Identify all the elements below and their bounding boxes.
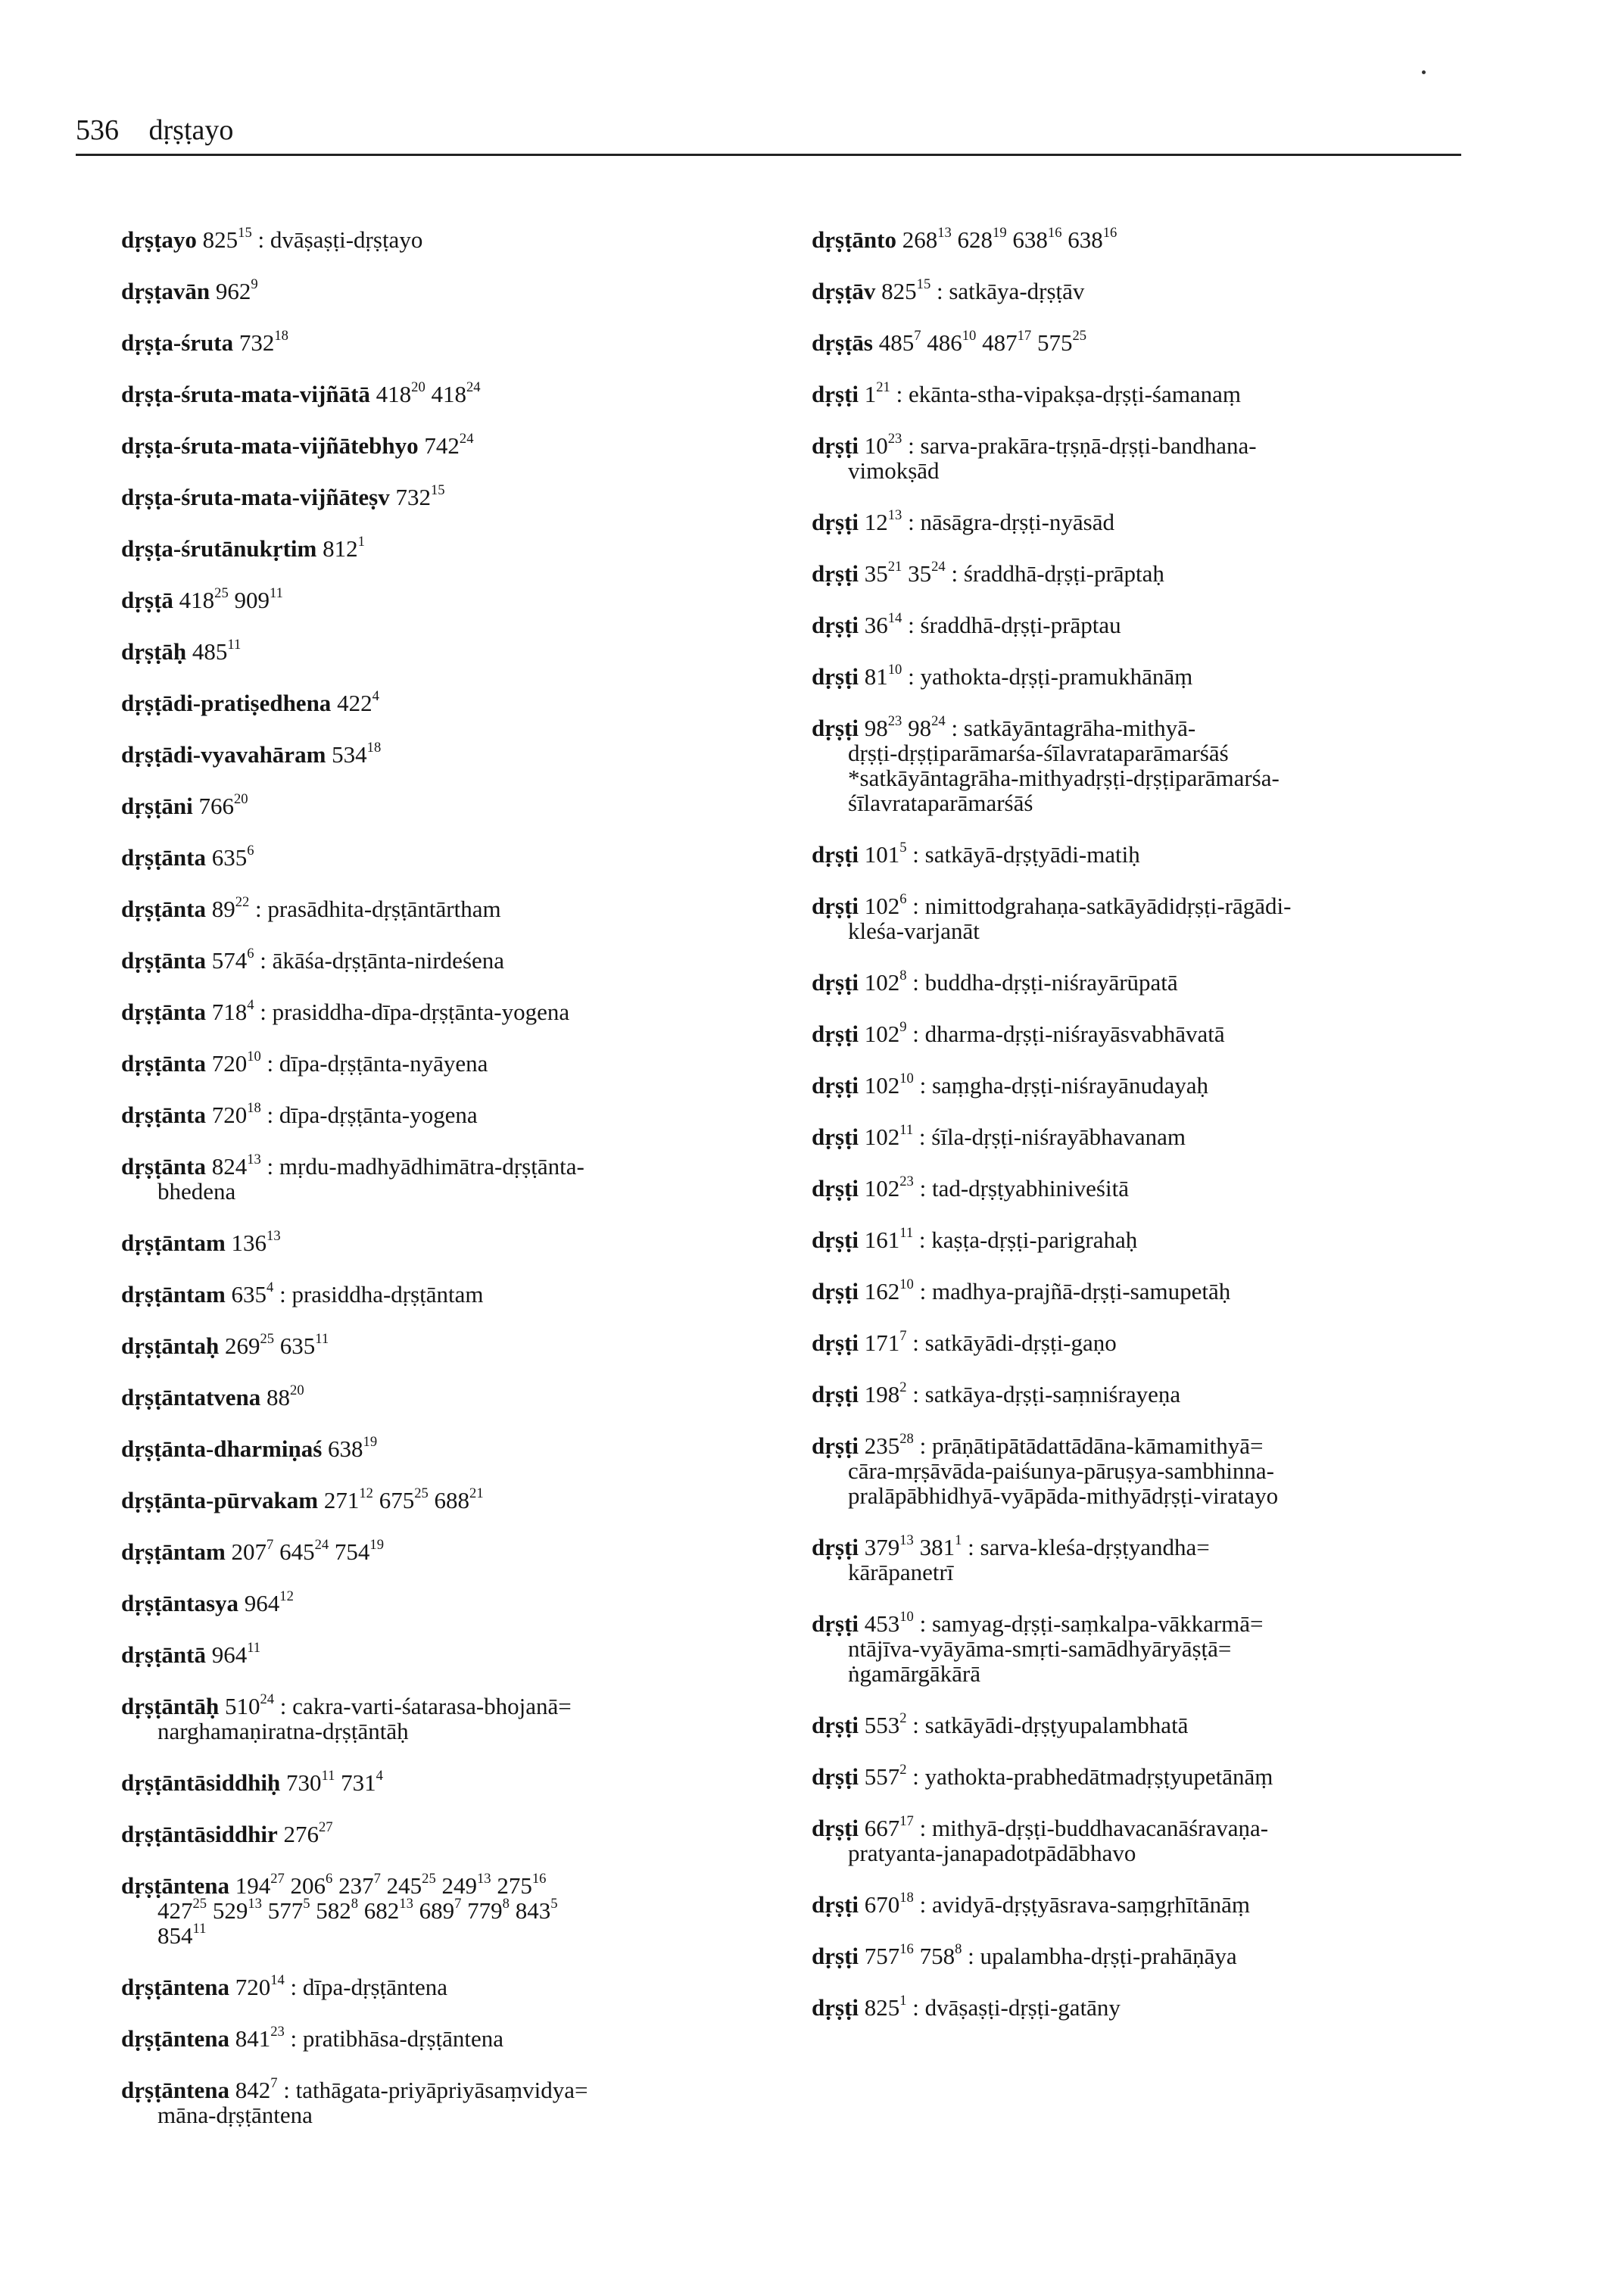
index-entry xyxy=(121,690,803,742)
index-entry: dṛṣṭi $102^{23}$ : tad-dṛṣṭyabhiniveśitā xyxy=(812,1173,1129,1202)
entry-gloss: yathokta-dṛṣṭi-pramukhānāṃ xyxy=(920,663,1193,690)
entry-gloss: saṃgha-dṛṣṭi-niśrayānudayaḥ xyxy=(931,1072,1208,1099)
entry-references: $757^{16}$ $758^8$ xyxy=(864,1941,962,1969)
header-rule xyxy=(76,154,1461,156)
entry-references: $824^{13}$ xyxy=(211,1152,261,1180)
index-entry: dṛṣṭi $36^{14}$ : śraddhā-dṛṣṭi-prāptau xyxy=(812,610,1121,638)
entry-gloss: prasādhita-dṛṣṭāntārtham xyxy=(267,896,501,922)
index-entry: dṛṣṭi $198^2$ : satkāya-dṛṣṭi-saṃniśrayeṇa xyxy=(812,1379,1181,1407)
entry-references: $732^{15}$ xyxy=(395,482,445,510)
entry-headword: dṛṣṭāntāsiddhir xyxy=(121,1821,278,1847)
entry-headword: dṛṣṭi xyxy=(812,1021,859,1047)
entry-headword: dṛṣṭāntāsiddhiḥ xyxy=(121,1769,281,1796)
index-entry xyxy=(121,1770,803,1822)
entry-references: $553^2$ xyxy=(864,1710,907,1738)
index-entry xyxy=(121,585,803,639)
entry-headword: dṛṣṭānta-dharmiṇaś xyxy=(121,1435,323,1462)
entry-headword: dṛṣṭi xyxy=(812,1994,859,2021)
index-entry xyxy=(121,433,803,485)
index-entry xyxy=(121,1382,803,1436)
index-entry xyxy=(121,1819,803,1873)
entry-references: $964^{12}$ xyxy=(244,1588,294,1616)
entry-headword: dṛṣṭi xyxy=(812,1943,859,1969)
index-entry xyxy=(121,1539,803,1591)
entry-references: $102^{11}$ xyxy=(864,1122,914,1150)
entry-continuation: ṅgamārgākārā xyxy=(848,1660,980,1687)
entry-references: $720^{10}$ xyxy=(211,1049,261,1077)
entry-continuation: $427^{25}$ $529^{13}$ $577^5$ $582^8$ $682^{13}$ $689^7$ $779^8$ $843^5$ xyxy=(157,1896,558,1924)
entry-gloss: dharma-dṛṣṭi-niśrayāsvabhāvatā xyxy=(924,1021,1225,1047)
index-entry xyxy=(121,742,803,793)
entry-references: $136^{13}$ xyxy=(231,1228,281,1256)
entry-headword: dṛṣṭānta xyxy=(121,1050,206,1077)
left-column xyxy=(121,227,803,2154)
entry-references: $635^4$ xyxy=(231,1279,274,1308)
running-head: dṛṣṭayo xyxy=(148,114,234,146)
entry-references: $962^9$ xyxy=(215,276,258,304)
entry-references: $102^6$ xyxy=(864,891,907,919)
entry-headword: dṛṣṭāntena xyxy=(121,2025,229,2052)
index-entry: dṛṣṭi $670^{18}$ : avidyā-dṛṣṭyāsrava-saṃgṛhītānāṃ xyxy=(812,1890,1251,1918)
entry-continuation: cāra-mṛṣāvāda-paiśunya-pāruṣya-sambhinna- xyxy=(848,1457,1274,1484)
entry-headword: dṛṣṭānta xyxy=(121,844,206,871)
entry-headword: dṛṣṭānta xyxy=(121,896,206,922)
index-entry: dṛṣṭi $453^{10}$ : samyag-dṛṣṭi-saṃkalpa-vākkarmā= ntājīva-vyāyāma-smṛti-samādhyāryāṣṭā= ṅgamārgākārā xyxy=(812,1611,1478,1713)
index-entry: dṛṣṭi $825^1$ : dvāṣaṣṭi-dṛṣṭi-gatāny xyxy=(812,1993,1121,2021)
index-entry xyxy=(121,1588,803,1642)
entry-gloss: nimittodgrahaṇa-satkāyādidṛṣṭi-rāgādi- xyxy=(924,893,1292,919)
entry-headword: dṛṣṭi xyxy=(812,560,859,587)
entry-headword: dṛṣṭi xyxy=(812,841,859,868)
index-entry: dṛṣṭi $81^{10}$ : yathokta-dṛṣṭi-pramukhānāṃ xyxy=(812,662,1193,690)
entry-references: $534^{18}$ xyxy=(332,740,382,768)
entry-gloss: prāṇātipātādattādāna-kāmamithyā= xyxy=(931,1432,1264,1459)
entry-gloss: ākāśa-dṛṣṭānta-nirdeśena xyxy=(272,947,505,974)
entry-references: $964^{11}$ xyxy=(211,1640,261,1668)
entry-continuation: māna-dṛṣṭāntena xyxy=(157,2102,313,2128)
index-entry: dṛṣṭi $553^2$ : satkāyādi-dṛṣṭyupalambhatā xyxy=(812,1710,1189,1738)
entry-references: $268^{13}$ $628^{19}$ $638^{16}$ $638^{16}$ xyxy=(902,225,1117,253)
entry-headword: dṛṣṭi xyxy=(812,1329,859,1356)
entry-references: $485^{11}$ xyxy=(192,637,242,665)
entry-headword: dṛṣṭānto xyxy=(812,226,896,253)
entry-references: $730^{11}$ $731^4$ xyxy=(285,1768,383,1796)
index-entry xyxy=(812,227,1478,279)
entry-headword: dṛṣṭa-śruta-mata-vijñāteṣv xyxy=(121,484,390,510)
entry-headword: dṛṣṭa-śruta-mata-vijñātā xyxy=(121,381,370,407)
entry-references: $453^{10}$ xyxy=(864,1609,914,1637)
entry-headword: dṛṣṭi xyxy=(812,381,859,407)
index-entry xyxy=(121,1485,803,1539)
entry-headword: dṛṣṭāntaḥ xyxy=(121,1332,220,1359)
entry-continuation: *satkāyāntagrāha-mithyadṛṣṭi-dṛṣṭiparāmarśa- xyxy=(848,765,1280,791)
index-entry: dṛṣṭi $10^{23}$ : sarva-prakāra-tṛṣṇā-dṛṣṭi-bandhana- vimokṣād xyxy=(812,433,1478,510)
index-entry xyxy=(121,1436,803,1488)
entry-gloss: dīpa-dṛṣṭānta-nyāyena xyxy=(279,1050,488,1077)
entry-headword: dṛṣṭās xyxy=(812,329,873,356)
index-entry: dṛṣṭi $162^{10}$ : madhya-prajñā-dṛṣṭi-samupetāḥ xyxy=(812,1276,1231,1304)
entry-gloss: avidyā-dṛṣṭyāsrava-saṃgṛhītānāṃ xyxy=(931,1891,1251,1918)
entry-references: $379^{13}$ $381^1$ xyxy=(864,1532,962,1560)
entry-references: $841^{23}$ xyxy=(235,2024,285,2052)
entry-headword: dṛṣṭi xyxy=(812,509,859,535)
entry-references: $825^{15}$ xyxy=(881,276,931,304)
index-entry xyxy=(121,639,803,690)
entry-references: $198^2$ xyxy=(864,1379,907,1407)
index-entry: dṛṣṭi $1^{21}$ : ekānta-stha-vipakṣa-dṛṣṭi-śamanaṃ xyxy=(812,379,1241,407)
entry-references: $81^{10}$ xyxy=(864,662,902,690)
entry-references: $89^{22}$ xyxy=(211,894,250,922)
entry-references: $825^1$ xyxy=(864,1993,907,2021)
entry-headword: dṛṣṭānta xyxy=(121,1102,206,1128)
index-entry: dṛṣṭi $98^{23}$ $98^{24}$ : satkāyāntagrāha-mithyā- dṛṣṭi-dṛṣṭiparāmarśa-śīlavrataparāmarśāś *satkāyāntagrāha-mithyadṛṣṭi-dṛṣṭiparāmarśa- śīlavrataparāmarśāś xyxy=(812,715,1478,842)
entry-headword: dṛṣṭi xyxy=(812,1278,859,1304)
entry-references: $842^7$ xyxy=(235,2075,278,2103)
entry-gloss: dīpa-dṛṣṭāntena xyxy=(302,1974,448,2000)
entry-headword: dṛṣṭāntam xyxy=(121,1230,226,1256)
entry-headword: dṛṣṭi xyxy=(812,1226,859,1253)
index-entry: dṛṣṭi $102^6$ : nimittodgrahaṇa-satkāyādidṛṣṭi-rāgādi- kleśa-varjanāt xyxy=(812,893,1478,970)
entry-gloss: cakra-varti-śatarasa-bhojanā= xyxy=(292,1693,572,1719)
entry-references: $718^4$ xyxy=(211,997,254,1025)
entry-references: $194^{27}$ $206^6$ $237^7$ $245^{25}$ $249^{13}$ $275^{16}$ xyxy=(235,1871,547,1899)
entry-headword: dṛṣṭi xyxy=(812,432,859,459)
entry-headword: dṛṣṭi xyxy=(812,1072,859,1099)
right-column xyxy=(812,227,1478,2046)
entry-headword: dṛṣṭā xyxy=(121,587,173,613)
entry-references: $485^7$ $486^{10}$ $487^{17}$ $575^{25}$ xyxy=(878,328,1087,356)
entry-references: $510^{24}$ xyxy=(224,1691,275,1719)
entry-headword: dṛṣṭi xyxy=(812,893,859,919)
entry-references: $102^{23}$ xyxy=(864,1173,914,1202)
page-number: 536 xyxy=(76,114,119,146)
entry-continuation: kārāpanetrī xyxy=(848,1559,954,1585)
entry-references: $766^{20}$ xyxy=(198,791,248,819)
index-entry: dṛṣṭi $101^5$ : satkāyā-dṛṣṭyādi-matiḥ xyxy=(812,840,1140,868)
index-entry: dṛṣṭi $12^{13}$ : nāsāgra-dṛṣṭi-nyāsād xyxy=(812,507,1114,535)
entry-headword: dṛṣṭi xyxy=(812,1610,859,1637)
entry-references: $161^{11}$ xyxy=(864,1225,914,1253)
entry-continuation: dṛṣṭi-dṛṣṭiparāmarśa-śīlavrataparāmarśāś xyxy=(848,740,1229,766)
entry-references: $235^{28}$ xyxy=(864,1431,914,1459)
entry-references: $742^{24}$ xyxy=(424,431,474,459)
index-entry: dṛṣṭi $102^{11}$ : śīla-dṛṣṭi-niśrayābhavanam xyxy=(812,1122,1186,1150)
entry-headword: dṛṣṭi xyxy=(812,1432,859,1459)
entry-headword: dṛṣṭi xyxy=(812,969,859,996)
entry-headword: dṛṣṭādi-pratiṣedhena xyxy=(121,690,332,716)
entry-references: $418^{25}$ $909^{11}$ xyxy=(179,585,283,613)
entry-references: $101^5$ xyxy=(864,840,907,868)
entry-references: $720^{18}$ xyxy=(211,1100,261,1128)
entry-gloss: pratibhāsa-dṛṣṭāntena xyxy=(302,2025,504,2052)
entry-headword: dṛṣṭānta xyxy=(121,1153,206,1180)
entry-gloss: dvāṣaṣṭi-dṛṣṭayo xyxy=(270,226,423,253)
entry-gloss: samyag-dṛṣṭi-saṃkalpa-vākkarmā= xyxy=(931,1610,1264,1637)
index-entry: dṛṣṭi $379^{13}$ $381^1$ : sarva-kleśa-dṛṣṭyandha= kārāpanetrī xyxy=(812,1535,1478,1611)
entry-continuation: bhedena xyxy=(157,1178,236,1205)
entry-references: $102^9$ xyxy=(864,1019,907,1047)
entry-gloss: buddha-dṛṣṭi-niśrayārūpatā xyxy=(924,969,1178,996)
entry-continuation: pralāpābhidhyā-vyāpāda-mithyādṛṣṭi-viratayo xyxy=(848,1482,1279,1509)
entry-references: $102^8$ xyxy=(864,968,907,996)
entry-headword: dṛṣṭi xyxy=(812,1124,859,1150)
entry-headword: dṛṣṭa-śrutānukṛtim xyxy=(121,535,317,562)
entry-headword: dṛṣṭi xyxy=(812,1815,859,1841)
entry-gloss: dvāṣaṣṭi-dṛṣṭi-gatāny xyxy=(924,1994,1121,2021)
entry-references: $667^{17}$ xyxy=(864,1813,914,1841)
index-entry xyxy=(121,1642,803,1694)
index-entry: dṛṣṭi $161^{11}$ : kaṣṭa-dṛṣṭi-parigrahaḥ xyxy=(812,1225,1138,1253)
entry-headword: dṛṣṭāntam xyxy=(121,1538,226,1565)
entry-gloss: satkāyā-dṛṣṭyādi-matiḥ xyxy=(924,841,1140,868)
entry-references: $1^{21}$ xyxy=(864,379,890,407)
index-entry: dṛṣṭi $102^8$ : buddha-dṛṣṭi-niśrayārūpatā xyxy=(812,968,1178,996)
entry-references: $88^{20}$ xyxy=(267,1382,304,1410)
entry-headword: dṛṣṭāni xyxy=(121,793,193,819)
entry-continuation: $854^{11}$ xyxy=(157,1921,207,1949)
entry-headword: dṛṣṭi xyxy=(812,663,859,690)
index-entry xyxy=(121,276,803,330)
index-entry xyxy=(812,330,1478,382)
entry-headword: dṛṣṭāntena xyxy=(121,2077,229,2103)
entry-gloss: yathokta-prabhedātmadṛṣṭyupetānāṃ xyxy=(924,1763,1273,1790)
entry-headword: dṛṣṭāntāḥ xyxy=(121,1693,220,1719)
index-entry: dṛṣṭānta $574^6$ : ākāśa-dṛṣṭānta-nirdeśena xyxy=(121,946,505,974)
index-entry xyxy=(121,330,803,382)
entry-continuation: kleśa-varjanāt xyxy=(848,918,980,944)
entry-gloss: upalambha-dṛṣṭi-prahāṇāya xyxy=(980,1943,1237,1969)
index-entry: dṛṣṭānta $720^{18}$ : dīpa-dṛṣṭānta-yogena xyxy=(121,1100,478,1128)
index-entry: dṛṣṭāntāḥ $510^{24}$ : cakra-varti-śatarasa-bhojanā= narghamaṇiratna-dṛṣṭāntāḥ xyxy=(121,1694,803,1770)
entry-headword: dṛṣṭavān xyxy=(121,278,210,304)
entry-continuation: vimokṣād xyxy=(848,457,940,484)
index-entry xyxy=(121,482,803,536)
index-entry: dṛṣṭāv $825^{15}$ : satkāya-dṛṣṭāv xyxy=(812,276,1085,304)
entry-references: $574^6$ xyxy=(211,946,254,974)
entry-headword: dṛṣṭāv xyxy=(812,278,876,304)
index-entry: dṛṣṭi $557^2$ : yathokta-prabhedātmadṛṣṭyupetānāṃ xyxy=(812,1762,1273,1790)
entry-gloss: madhya-prajñā-dṛṣṭi-samupetāḥ xyxy=(931,1278,1231,1304)
index-entry xyxy=(121,793,803,845)
entry-gloss: satkāyādi-dṛṣṭyupalambhatā xyxy=(924,1712,1189,1738)
index-entry: dṛṣṭānta $720^{10}$ : dīpa-dṛṣṭānta-nyāyena xyxy=(121,1049,488,1077)
entry-headword: dṛṣṭi xyxy=(812,1763,859,1790)
entry-headword: dṛṣṭi xyxy=(812,1381,859,1407)
index-entry: dṛṣṭayo $825^{15}$ : dvāṣaṣṭi-dṛṣṭayo xyxy=(121,225,423,253)
entry-references: $102^{10}$ xyxy=(864,1071,914,1099)
index-entry: dṛṣṭāntena $841^{23}$ : pratibhāsa-dṛṣṭāntena xyxy=(121,2024,504,2052)
entry-gloss: satkāyāntagrāha-mithyā- xyxy=(963,715,1196,741)
entry-references: $638^{19}$ xyxy=(328,1434,378,1462)
index-entry: dṛṣṭāntena $842^7$ : tathāgata-priyāpriyāsaṃvidya= māna-dṛṣṭāntena xyxy=(121,2077,803,2154)
entry-gloss: satkāya-dṛṣṭāv xyxy=(949,278,1085,304)
entry-headword: dṛṣṭāntasya xyxy=(121,1590,239,1616)
entry-headword: dṛṣṭānta xyxy=(121,999,206,1025)
index-entry: dṛṣṭānta $824^{13}$ : mṛdu-madhyādhimātra-dṛṣṭānta- bhedena xyxy=(121,1154,803,1230)
entry-headword: dṛṣṭi xyxy=(812,715,859,741)
index-entry xyxy=(121,1333,803,1385)
entry-references: $98^{23}$ $98^{24}$ xyxy=(864,713,946,741)
entry-headword: dṛṣṭāḥ xyxy=(121,638,187,665)
entry-headword: dṛṣṭāntam xyxy=(121,1281,226,1308)
entry-references: $269^{25}$ $635^{11}$ xyxy=(224,1331,329,1359)
entry-continuation: narghamaṇiratna-dṛṣṭāntāḥ xyxy=(157,1718,409,1744)
entry-gloss: prasiddha-dīpa-dṛṣṭānta-yogena xyxy=(272,999,570,1025)
entry-gloss: dīpa-dṛṣṭānta-yogena xyxy=(279,1102,478,1128)
entry-gloss: śraddhā-dṛṣṭi-prāptau xyxy=(920,612,1121,638)
entry-headword: dṛṣṭi xyxy=(812,1891,859,1918)
entry-gloss: satkāyādi-dṛṣṭi-gaṇo xyxy=(924,1329,1117,1356)
stray-dot xyxy=(1422,70,1426,74)
entry-references: $720^{14}$ xyxy=(235,1972,285,2000)
entry-headword: dṛṣṭi xyxy=(812,1175,859,1202)
entry-gloss: ekānta-stha-vipakṣa-dṛṣṭi-śamanaṃ xyxy=(908,381,1241,407)
entry-references: $162^{10}$ xyxy=(864,1276,914,1304)
entry-gloss: kaṣṭa-dṛṣṭi-parigrahaḥ xyxy=(931,1226,1138,1253)
entry-headword: dṛṣṭānta xyxy=(121,947,206,974)
entry-gloss: prasiddha-dṛṣṭāntam xyxy=(291,1281,484,1308)
entry-gloss: śraddhā-dṛṣṭi-prāptaḥ xyxy=(963,560,1164,587)
entry-gloss: śīla-dṛṣṭi-niśrayābhavanam xyxy=(931,1124,1186,1150)
entry-references: $635^6$ xyxy=(211,843,254,871)
entry-gloss: sarva-prakāra-tṛṣṇā-dṛṣṭi-bandhana- xyxy=(920,432,1257,459)
index-entry: dṛṣṭi $171^7$ : satkāyādi-dṛṣṭi-gaṇo xyxy=(812,1328,1117,1356)
entry-gloss: tad-dṛṣṭyabhiniveśitā xyxy=(931,1175,1129,1202)
index-entry: dṛṣṭi $235^{28}$ : prāṇātipātādattādāna-kāmamithyā= cāra-mṛṣāvāda-paiśunya-pāruṣya-sambhinna- pralāpābhidhyā-vyāpāda-mithyādṛṣṭi-viratayo xyxy=(812,1433,1478,1535)
entry-gloss: mithyā-dṛṣṭi-buddhavacanāśravaṇa- xyxy=(931,1815,1269,1841)
entry-references: $271^{12}$ $675^{25}$ $688^{21}$ xyxy=(323,1485,484,1513)
entry-continuation: ntājīva-vyāyāma-smṛti-samādhyāryāṣṭā= xyxy=(848,1635,1232,1662)
entry-headword: dṛṣṭāntena xyxy=(121,1974,229,2000)
entry-gloss: sarva-kleśa-dṛṣṭyandha= xyxy=(980,1534,1210,1560)
entry-references: $557^2$ xyxy=(864,1762,907,1790)
entry-gloss: tathāgata-priyāpriyāsaṃvidya= xyxy=(295,2077,588,2103)
index-entry xyxy=(121,536,803,588)
entry-headword: dṛṣṭāntena xyxy=(121,1872,229,1899)
page-header xyxy=(76,114,233,147)
index-entry: dṛṣṭi $667^{17}$ : mithyā-dṛṣṭi-buddhavacanāśravaṇa- pratyanta-janapadotpādābhavo xyxy=(812,1816,1478,1892)
entry-references: $35^{21}$ $35^{24}$ xyxy=(864,559,946,587)
entry-headword: dṛṣṭi xyxy=(812,612,859,638)
index-entry: dṛṣṭi $102^9$ : dharma-dṛṣṭi-niśrayāsvabhāvatā xyxy=(812,1019,1225,1047)
index-entry xyxy=(121,379,803,433)
entry-references: $12^{13}$ xyxy=(864,507,902,535)
entry-gloss: mṛdu-madhyādhimātra-dṛṣṭānta- xyxy=(279,1153,584,1180)
entry-headword: dṛṣṭi xyxy=(812,1534,859,1560)
entry-headword: dṛṣṭi xyxy=(812,1712,859,1738)
entry-references: $10^{23}$ xyxy=(864,431,902,459)
index-entry: dṛṣṭi $102^{10}$ : saṃgha-dṛṣṭi-niśrayānudayaḥ xyxy=(812,1071,1208,1099)
entry-headword: dṛṣṭāntā xyxy=(121,1641,206,1668)
index-entry: dṛṣṭāntam $635^4$ : prasiddha-dṛṣṭāntam xyxy=(121,1279,484,1308)
index-entry xyxy=(121,1873,803,1975)
entry-continuation: śīlavrataparāmarśāś xyxy=(848,790,1033,816)
entry-gloss: nāsāgra-dṛṣṭi-nyāsād xyxy=(920,509,1114,535)
entry-references: $207^7$ $645^{24}$ $754^{19}$ xyxy=(231,1537,385,1565)
index-entry: dṛṣṭāntena $720^{14}$ : dīpa-dṛṣṭāntena xyxy=(121,1972,448,2000)
entry-headword: dṛṣṭādi-vyavahāram xyxy=(121,741,326,768)
entry-references: $422^4$ xyxy=(337,688,379,716)
entry-headword: dṛṣṭa-śruta-mata-vijñātebhyo xyxy=(121,432,419,459)
entry-continuation: pratyanta-janapadotpādābhavo xyxy=(848,1840,1136,1866)
entry-references: $812^1$ xyxy=(323,534,365,562)
entry-references: $276^{27}$ xyxy=(283,1819,333,1847)
entry-headword: dṛṣṭa-śruta xyxy=(121,329,234,356)
entry-headword: dṛṣṭānta-pūrvakam xyxy=(121,1487,319,1513)
index-entry: dṛṣṭi $35^{21}$ $35^{24}$ : śraddhā-dṛṣṭi-prāptaḥ xyxy=(812,559,1164,587)
entry-gloss: satkāya-dṛṣṭi-saṃniśrayeṇa xyxy=(924,1381,1181,1407)
index-entry: dṛṣṭi $757^{16}$ $758^8$ : upalambha-dṛṣṭi-prahāṇāya xyxy=(812,1941,1237,1969)
index-entry: dṛṣṭānta $89^{22}$ : prasādhita-dṛṣṭāntārtham xyxy=(121,894,501,922)
index-entry xyxy=(121,845,803,896)
entry-references: $670^{18}$ xyxy=(864,1890,914,1918)
entry-references: $825^{15}$ xyxy=(202,225,252,253)
entry-headword: dṛṣṭāntatvena xyxy=(121,1384,261,1410)
index-entry xyxy=(121,1230,803,1282)
index-entry: dṛṣṭānta $718^4$ : prasiddha-dīpa-dṛṣṭānta-yogena xyxy=(121,997,570,1025)
entry-references: $418^{20}$ $418^{24}$ xyxy=(376,379,481,407)
entry-references: $732^{18}$ xyxy=(238,328,288,356)
entry-headword: dṛṣṭayo xyxy=(121,226,197,253)
entry-references: $171^7$ xyxy=(864,1328,907,1356)
entry-references: $36^{14}$ xyxy=(864,610,902,638)
